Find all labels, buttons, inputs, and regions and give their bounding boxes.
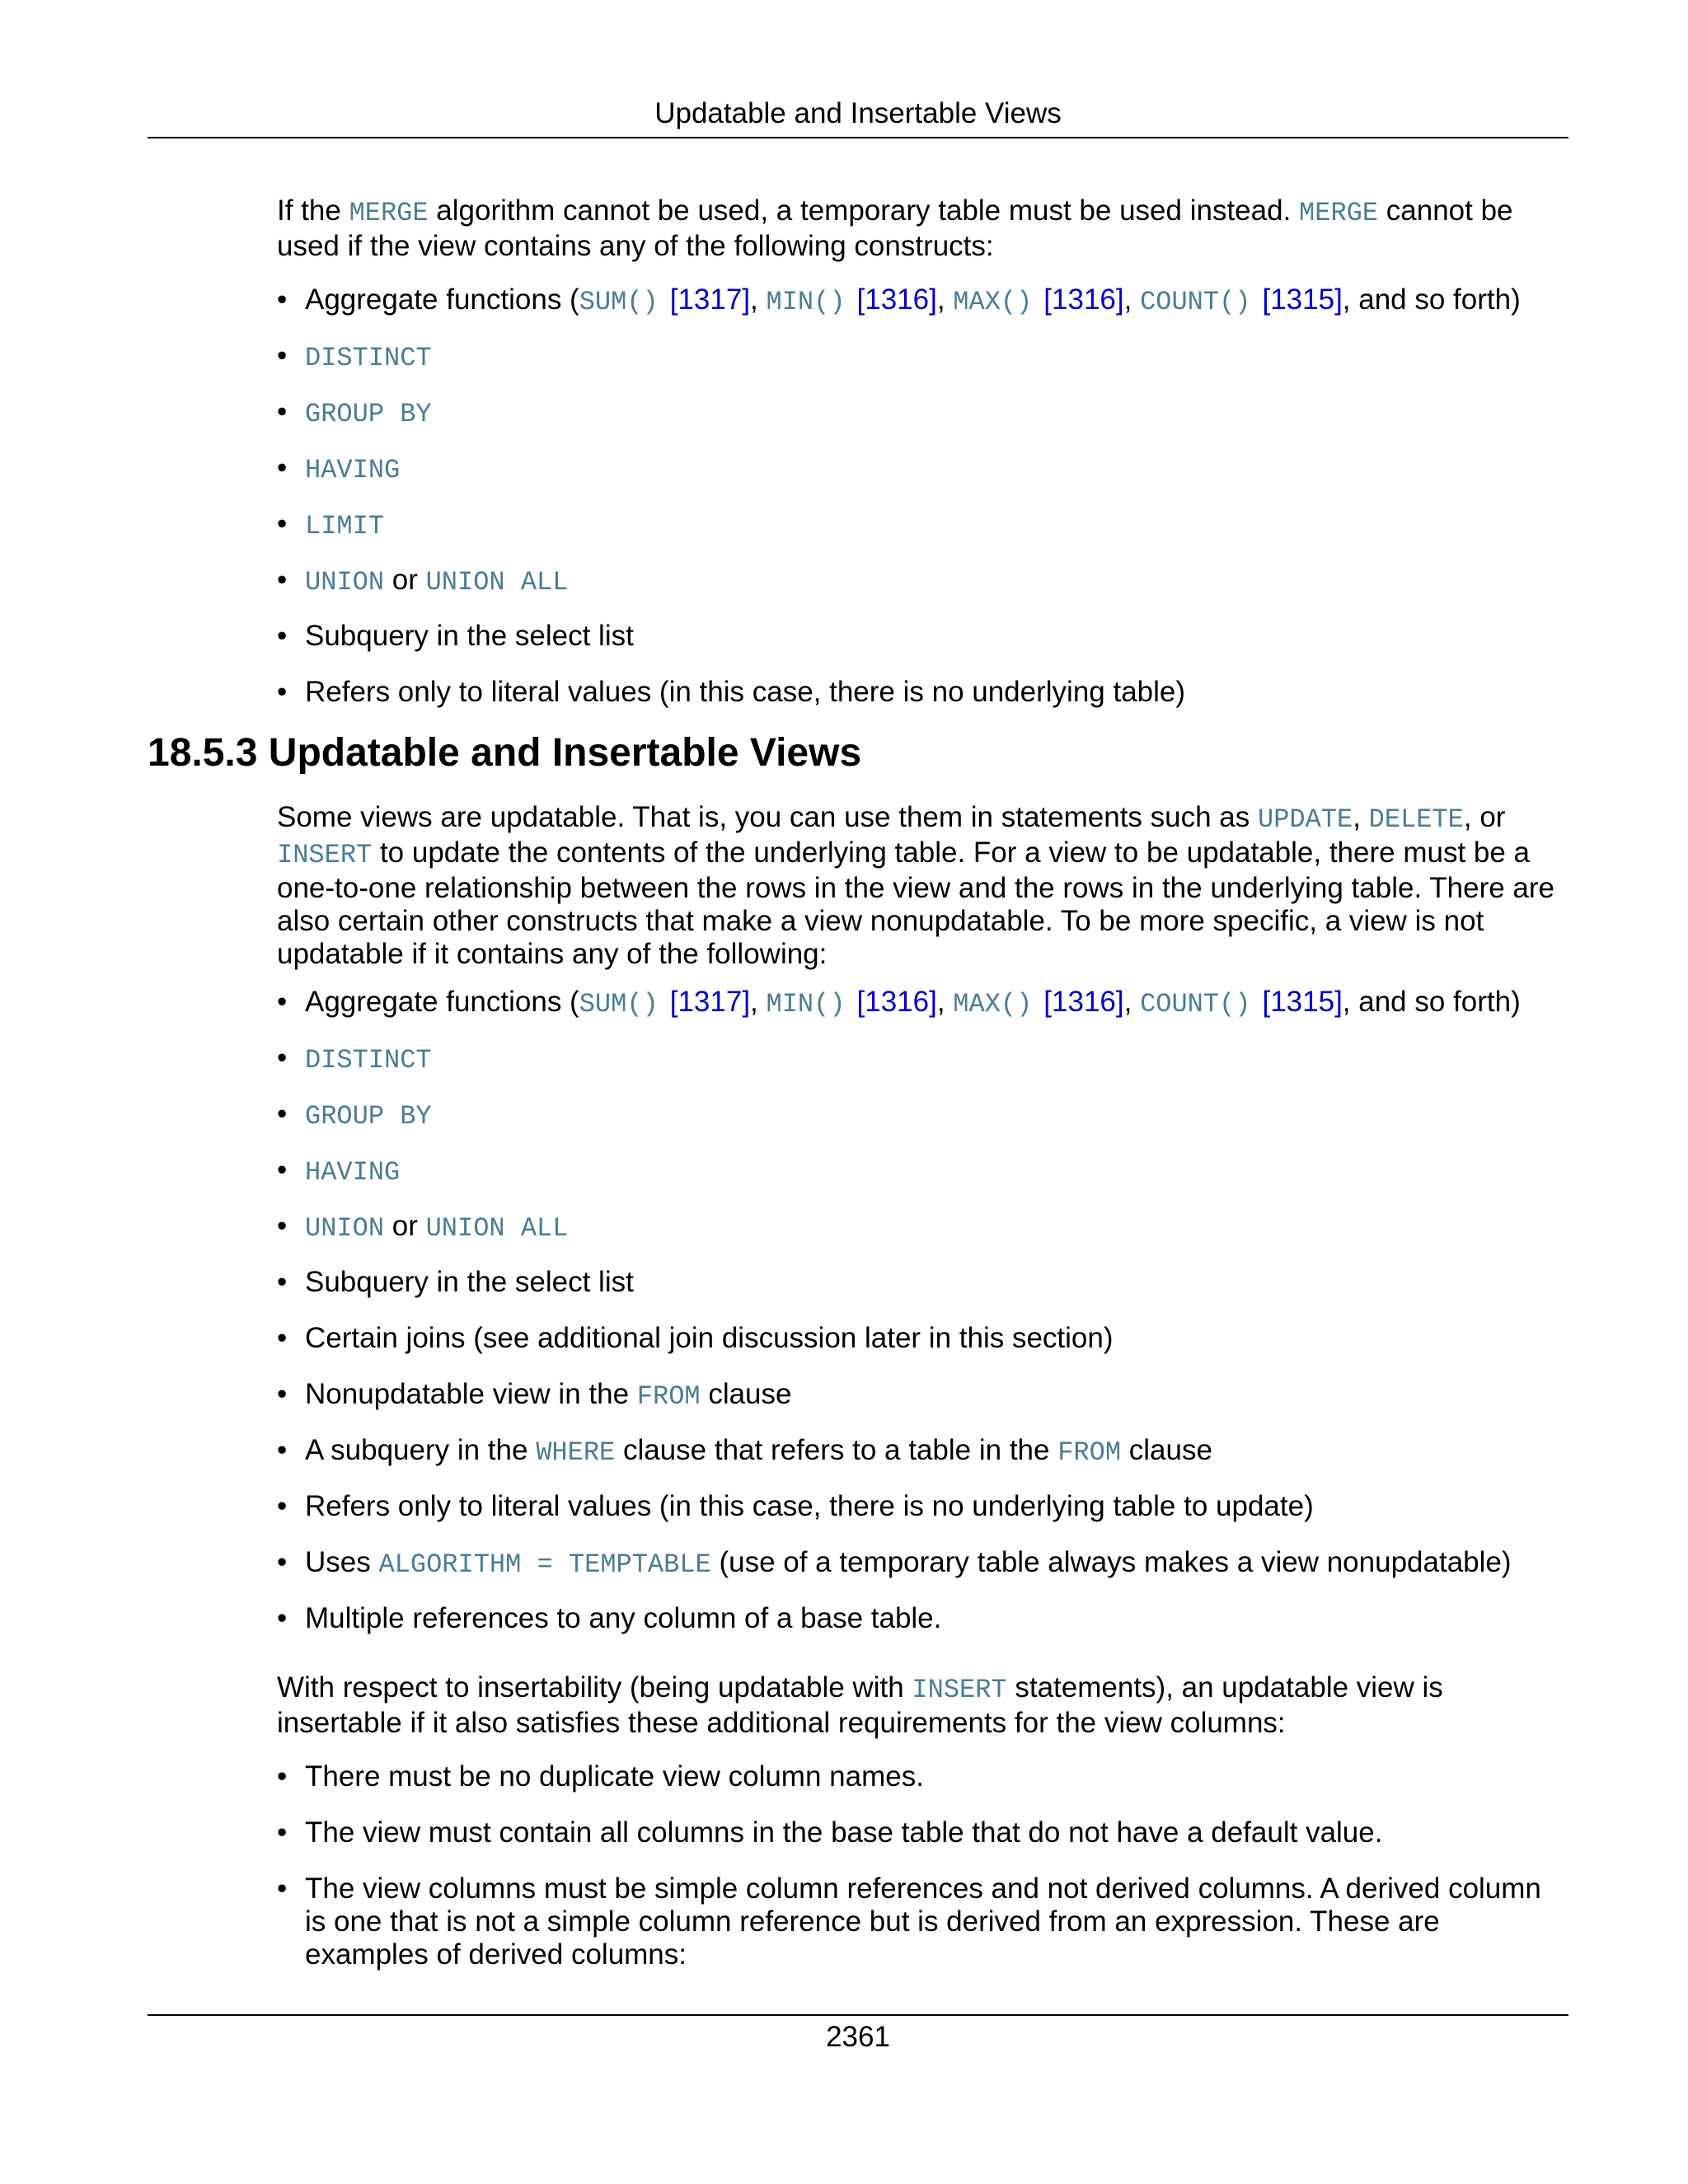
updatable-paragraph [277,801,1568,971]
multi-ref-text: Multiple references to any column of a base table. [305,1602,942,1634]
code-where: WHERE [536,1437,616,1468]
list-item-group-by [277,1098,1568,1131]
list-item-joins [277,1322,1568,1355]
code-limit: LIMIT [305,511,385,541]
code-update: UPDATE [1257,804,1353,835]
joins-text: Certain joins (see additional join discussion later in this section) [305,1322,1114,1354]
list-item-subquery [277,1266,1568,1299]
literal-text: Refers only to literal values (in this case, there is no underlying table) [305,676,1186,708]
code-distinct: DISTINCT [305,343,432,373]
code-from: FROM [1057,1437,1122,1468]
union-or-text: or [384,1210,426,1242]
code-group-by: GROUP BY [305,1101,432,1132]
ref-link-max[interactable]: [1316] [1043,986,1124,1018]
insertable-paragraph-block [277,1671,1568,1740]
ref-link-count[interactable]: [1315] [1262,284,1343,316]
code-merge: MERGE [349,198,429,228]
merge-constructs-list [277,284,1568,709]
list-item-group-by [277,396,1568,429]
where-text-1: A subquery in the [305,1434,537,1466]
sep: , [936,986,954,1018]
code-count: COUNT() [1140,287,1251,317]
page-header [148,96,1568,138]
list-item-union [277,564,1568,597]
code-group-by: GROUP BY [305,399,432,429]
sep: , [936,284,954,316]
list-item-no-duplicates [277,1760,1568,1793]
insertable-requirements-list-block [277,1760,1568,1994]
header-title: Updatable and Insertable Views [654,97,1062,129]
where-text-2: clause that refers to a table in the [615,1434,1058,1466]
ref-link-max[interactable]: [1316] [1043,284,1124,316]
list-item-having [277,452,1568,485]
section-title: 18.5.3 Updatable and Insertable Views [148,731,862,775]
subquery-text: Subquery in the select list [305,1266,634,1298]
union-or-text: or [384,564,426,596]
algorithm-text-2: (use of a temporary table always makes a view nonupdatable) [710,1546,1512,1578]
list-item-multi-ref [277,1602,1568,1635]
code-from: FROM [636,1381,701,1412]
sep: , [1353,801,1369,833]
updatable-paragraph-block [277,801,1568,971]
code-union: UNION [305,1213,385,1244]
aggregate-suffix: , and so forth) [1342,284,1521,316]
literal-text: Refers only to literal values (in this case, there is no underlying table to update) [305,1490,1314,1522]
aggregate-prefix: Aggregate functions ( [305,986,579,1018]
where-text-3: clause [1121,1434,1212,1466]
algorithm-text-1: Uses [305,1546,379,1578]
code-having: HAVING [305,1157,401,1188]
intro-text-1: If the [277,194,349,227]
code-having: HAVING [305,455,401,485]
insertable-requirements-list [277,1760,1568,1971]
simple-refs-text: The view columns must be simple column references and not derived columns. A derived column is one that is not a simple column reference but is derived from an expression. These are examples of derived columns: [305,1872,1541,1971]
sep: , [1123,986,1141,1018]
code-sum: SUM() [579,989,659,1019]
list-item-aggregate [277,986,1568,1019]
ref-link-min[interactable]: [1316] [856,284,937,316]
sep: , [750,986,767,1018]
intro-paragraph [277,194,1568,263]
code-insert: INSERT [277,840,373,870]
nonupd-text-1: Nonupdatable view in the [305,1378,637,1410]
page-footer [148,2014,1568,2055]
code-min: MIN() [766,287,846,317]
list-item-distinct [277,340,1568,373]
list-item-all-columns [277,1816,1568,1849]
page-number: 2361 [826,2021,890,2053]
intro-text-3: cannot be used if the view contains any of the following constructs: [277,194,1513,262]
para2-text-1: Some views are updatable. That is, you can use them in statements such as [277,801,1258,833]
list-item-union [277,1210,1568,1243]
code-algorithm-temptable: ALGORITHM = TEMPTABLE [378,1549,711,1580]
code-distinct: DISTINCT [305,1045,432,1076]
list-item-having [277,1154,1568,1187]
list-item-limit [277,508,1568,541]
list-item-literal [277,676,1568,709]
sep: , [750,284,767,316]
insertable-paragraph [277,1671,1568,1740]
list-item-where-subquery [277,1434,1568,1467]
code-union-all: UNION ALL [425,1213,569,1244]
ref-link-sum[interactable]: [1317] [669,284,751,316]
code-max: MAX() [953,989,1033,1019]
nonupd-text-2: clause [700,1378,792,1410]
intro-paragraph-block [277,194,1568,263]
ref-link-min[interactable]: [1316] [856,986,937,1018]
aggregate-prefix: Aggregate functions ( [305,284,579,316]
no-dup-text: There must be no duplicate view column names. [305,1760,924,1793]
code-min: MIN() [766,989,846,1019]
para3-text-2: statements), an updatable view is insertable if it also satisfies these additional requirements for the view columns: [277,1671,1443,1739]
code-insert: INSERT [912,1675,1007,1705]
ref-link-count[interactable]: [1315] [1262,986,1343,1018]
list-item-nonupdatable-from [277,1378,1568,1411]
code-delete: DELETE [1368,804,1464,835]
code-merge: MERGE [1299,198,1379,228]
para3-text-1: With respect to insertability (being updatable with [277,1671,912,1704]
or-text: , or [1463,801,1506,833]
list-item-subquery [277,620,1568,653]
nonupdatable-constructs-list [277,986,1568,1635]
list-item-simple-refs [277,1872,1568,1971]
list-item-literal [277,1490,1568,1523]
ref-link-sum[interactable]: [1317] [669,986,751,1018]
aggregate-suffix: , and so forth) [1342,986,1521,1018]
list-item-aggregate [277,284,1568,316]
code-union: UNION [305,567,385,598]
intro-text-2: algorithm cannot be used, a temporary table must be used instead. [428,194,1300,227]
nonupdatable-constructs-list-block [277,986,1568,1658]
merge-constructs-list-block [277,284,1568,732]
code-union-all: UNION ALL [425,567,569,598]
list-item-algorithm [277,1546,1568,1579]
code-sum: SUM() [579,287,659,317]
subquery-text: Subquery in the select list [305,620,634,652]
sep: , [1123,284,1141,316]
list-item-distinct [277,1042,1568,1075]
code-max: MAX() [953,287,1033,317]
para2-text-2: to update the contents of the underlying table. For a view to be updatable, there must be a one-to-one relationship between the rows in the view and the rows in the underlying table. There are also certain other constructs that make a view nonupdatable. To be more specific, a view is not updatable if it contains any of the following: [277,837,1555,970]
code-count: COUNT() [1140,989,1251,1019]
all-cols-text: The view must contain all columns in the base table that do not have a default value. [305,1816,1383,1849]
